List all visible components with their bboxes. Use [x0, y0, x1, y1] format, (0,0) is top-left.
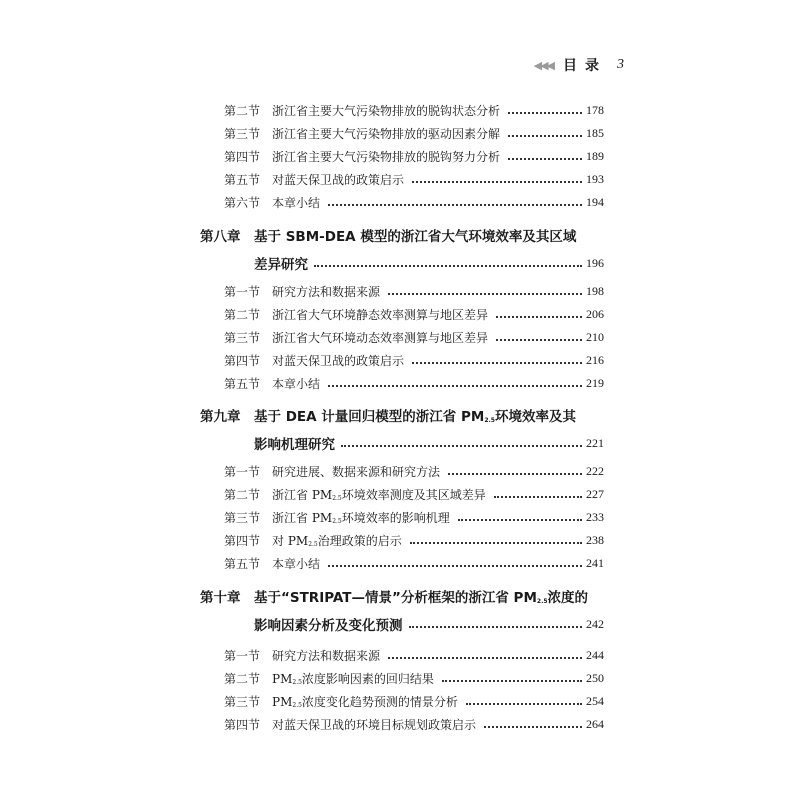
section-page: 254	[586, 693, 604, 708]
chapter-8-heading[interactable]	[200, 224, 604, 274]
section-label: 第三节	[224, 694, 261, 709]
dot-leader	[496, 339, 582, 341]
section-page: 250	[586, 670, 604, 685]
section-page: 178	[586, 102, 604, 117]
dot-leader	[341, 445, 582, 447]
toc-entry[interactable]	[224, 507, 604, 527]
dot-leader	[410, 542, 582, 544]
dot-leader	[466, 703, 582, 705]
section-page: 238	[586, 532, 604, 547]
section-title: 研究方法和数据来源	[272, 648, 381, 663]
toc-entry[interactable]	[224, 350, 604, 370]
toc-entry[interactable]	[224, 461, 604, 481]
section-title: 浙江省大气环境动态效率测算与地区差异	[272, 330, 489, 345]
toc-entry[interactable]	[224, 100, 604, 120]
section-label: 第四节	[224, 353, 261, 368]
toc-entry[interactable]	[224, 373, 604, 393]
section-title: 对蓝天保卫战的政策启示	[272, 172, 405, 187]
toc-entry[interactable]	[224, 668, 604, 688]
section-page: 206	[586, 306, 604, 321]
section-label: 第二节	[224, 307, 261, 322]
dot-leader	[484, 726, 582, 728]
toc-entry[interactable]	[224, 123, 604, 143]
dot-leader	[314, 265, 582, 267]
section-label: 第二节	[224, 671, 261, 686]
section-page: 194	[586, 194, 604, 209]
chapter-page: 196	[586, 255, 604, 270]
section-page: 222	[586, 463, 604, 478]
toc-entry[interactable]	[224, 169, 604, 189]
section-title: 浙江省大气环境静态效率测算与地区差异	[272, 307, 489, 322]
section-title: 对蓝天保卫战的环境目标规划政策启示	[272, 717, 477, 732]
section-title: 对蓝天保卫战的政策启示	[272, 353, 405, 368]
chapter-title-line2: 影响机理研究	[254, 437, 335, 453]
header-title: 目录	[563, 58, 607, 74]
toc-entry[interactable]	[224, 691, 604, 711]
section-title: 研究进展、数据来源和研究方法	[272, 464, 441, 479]
toc-entry[interactable]	[224, 192, 604, 212]
dot-leader	[458, 519, 582, 521]
toc-entry[interactable]	[224, 484, 604, 504]
toc-entry[interactable]	[224, 714, 604, 734]
toc-entry[interactable]	[224, 645, 604, 665]
section-title: 浙江省 $PM_{2.5}$环境效率测度及其区域差异	[272, 487, 486, 502]
dot-leader	[388, 293, 582, 295]
section-label: 第四节	[224, 717, 261, 732]
section-title: 浙江省主要大气污染物排放的驱动因素分解	[272, 126, 501, 141]
dot-leader	[412, 181, 582, 183]
section-label: 第五节	[224, 172, 261, 187]
dot-leader	[412, 362, 582, 364]
section-page: 193	[586, 171, 604, 186]
dot-leader	[508, 158, 582, 160]
chapter-page: 242	[586, 616, 604, 631]
chapter-title-line2: 影响因素分析及变化预测	[254, 618, 403, 634]
chapter-10-heading[interactable]	[200, 585, 604, 635]
section-label: 第三节	[224, 330, 261, 345]
toc-entry[interactable]	[224, 304, 604, 324]
toc-entry[interactable]	[224, 327, 604, 347]
section-page: 189	[586, 148, 604, 163]
triple-arrow-left-icon: ◀ ◀ ◀	[533, 58, 553, 72]
dot-leader	[496, 316, 582, 318]
toc-entry[interactable]	[224, 281, 604, 301]
section-page: 233	[586, 509, 604, 524]
chapter-title-line1: 基于“STRIPAT—情景”分析框架的浙江省 $PM_{2.5}$浓度的	[254, 590, 589, 606]
section-label: 第一节	[224, 648, 261, 663]
section-page: 264	[586, 716, 604, 731]
chapter-9-heading[interactable]	[200, 404, 604, 454]
dot-leader	[508, 135, 582, 137]
section-label: 第五节	[224, 556, 261, 571]
section-page: 241	[586, 555, 604, 570]
dot-leader	[388, 657, 582, 659]
header-page-number: 3	[617, 57, 624, 72]
section-label: 第四节	[224, 533, 261, 548]
section-label: 第三节	[224, 126, 261, 141]
dot-leader	[409, 626, 583, 628]
section-page: 219	[586, 375, 604, 390]
section-label: 第一节	[224, 464, 261, 479]
dot-leader	[328, 204, 582, 206]
chapter-page: 221	[586, 435, 604, 450]
dot-leader	[508, 112, 582, 114]
section-title: 对 $PM_{2.5}$治理政策的启示	[272, 533, 402, 548]
section-page: 227	[586, 486, 604, 501]
dot-leader	[442, 680, 582, 682]
section-label: 第二节	[224, 103, 261, 118]
chapter-title-line2: 差异研究	[254, 257, 308, 273]
section-label: 第二节	[224, 487, 261, 502]
section-page: 185	[586, 125, 604, 140]
section-label: 第一节	[224, 284, 261, 299]
section-label: 第五节	[224, 376, 261, 391]
section-title: 浙江省主要大气污染物排放的脱钩状态分析	[272, 103, 501, 118]
section-page: 210	[586, 329, 604, 344]
section-title: 本章小结	[272, 376, 321, 391]
section-title: 浙江省 $PM_{2.5}$环境效率的影响机理	[272, 510, 450, 525]
section-title: 本章小结	[272, 556, 321, 571]
section-title: 本章小结	[272, 195, 321, 210]
section-title: $PM_{2.5}$浓度变化趋势预测的情景分析	[272, 694, 458, 709]
section-label: 第四节	[224, 149, 261, 164]
chapter-label: 第九章	[200, 409, 241, 425]
section-title: $PM_{2.5}$浓度影响因素的回归结果	[272, 671, 434, 686]
section-title: 研究方法和数据来源	[272, 284, 381, 299]
section-label: 第三节	[224, 510, 261, 525]
toc-entry[interactable]	[224, 146, 604, 166]
dot-leader	[494, 496, 582, 498]
toc-entry[interactable]	[224, 530, 604, 550]
dot-leader	[328, 565, 582, 567]
chapter-label: 第十章	[200, 590, 241, 606]
dot-leader	[328, 385, 582, 387]
section-page: 244	[586, 647, 604, 662]
chapter-title-line1: 基于 DEA 计量回归模型的浙江省 $PM_{2.5}$环境效率及其	[254, 409, 576, 425]
section-title: 浙江省主要大气污染物排放的脱钩努力分析	[272, 149, 501, 164]
section-page: 198	[586, 283, 604, 298]
toc-entry[interactable]	[224, 553, 604, 573]
dot-leader	[448, 473, 582, 475]
running-header	[534, 54, 624, 76]
chapter-title-line1: 基于 SBM-DEA 模型的浙江省大气环境效率及其区域	[254, 229, 577, 245]
chapter-label: 第八章	[200, 229, 241, 245]
section-page: 216	[586, 352, 604, 367]
section-label: 第六节	[224, 195, 261, 210]
